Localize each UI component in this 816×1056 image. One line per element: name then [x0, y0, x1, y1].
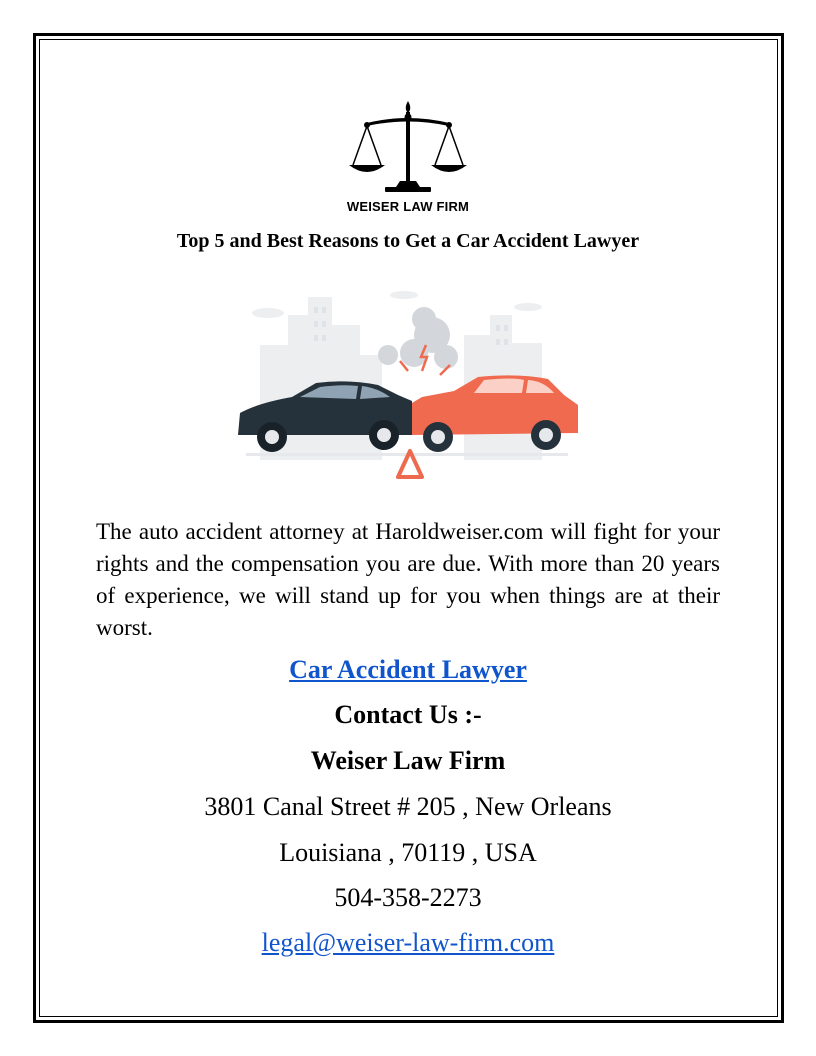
car-accident-lawyer-link[interactable]: Car Accident Lawyer	[289, 655, 527, 684]
intro-paragraph: The auto accident attorney at Haroldweiser.com will fight for your rights and the compensation you are due. With more than 20 years of experience, we will stand up for you when things are at their worst.	[96, 519, 720, 640]
page-title: Top 5 and Best Reasons to Get a Car Accident Lawyer	[176, 230, 640, 252]
logo-wordmark: WEISER LAW FIRM	[346, 199, 470, 214]
email-link[interactable]: legal@weiser-law-firm.com	[261, 928, 555, 957]
car-accident-illustration	[228, 285, 588, 480]
address-line-2: Louisiana , 70119 , USA	[279, 838, 537, 867]
phone-number: 504-358-2273	[334, 883, 482, 912]
address-line-1: 3801 Canal Street # 205 , New Orleans	[204, 792, 612, 821]
firm-name: Weiser Law Firm	[310, 746, 506, 775]
contact-heading: Contact Us :-	[334, 700, 482, 729]
